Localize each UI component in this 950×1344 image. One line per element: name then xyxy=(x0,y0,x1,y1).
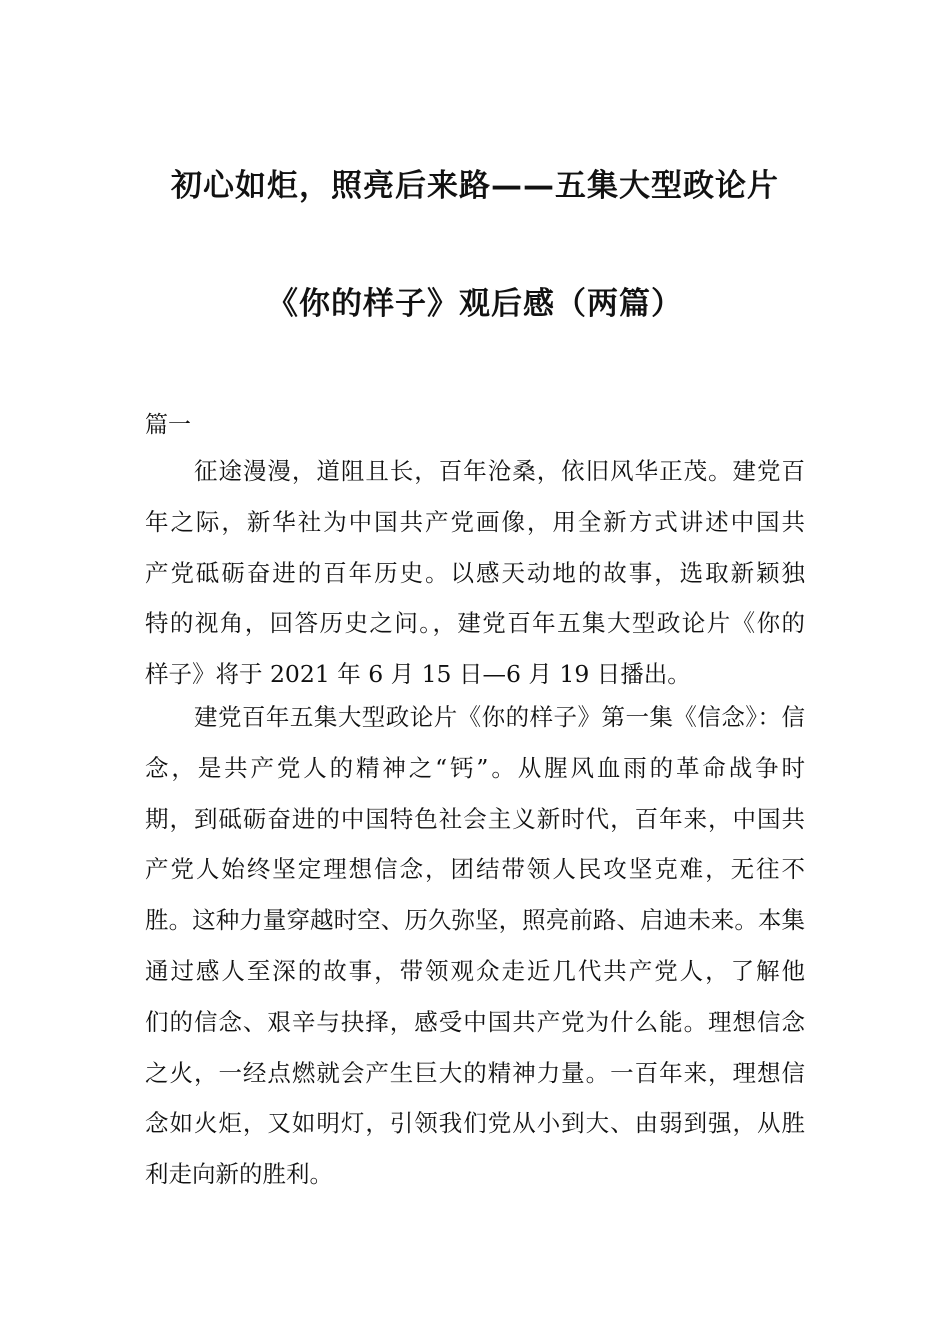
paragraph-line: 念如火炬，又如明灯，引领我们党从小到大、由弱到强，从胜 xyxy=(145,1109,805,1138)
section-label: 篇一 xyxy=(145,412,191,438)
paragraph-line: 产党砥砺奋进的百年历史。以感天动地的故事，选取新颖独 xyxy=(145,558,805,587)
paragraph-line: 利走向新的胜利。 xyxy=(145,1160,333,1189)
paragraph-line: 通过感人至深的故事，带领观众走近几代共产党人，了解他 xyxy=(145,956,805,985)
paragraph-2 xyxy=(145,692,805,1200)
paragraph-line: 念，是共产党人的精神之“钙”。从腥风血雨的革命战争时 xyxy=(145,753,805,782)
paragraph-line: 征途漫漫，道阻且长，百年沧桑，依旧风华正茂。建党百 xyxy=(194,457,805,485)
paragraph-line: 建党百年五集大型政论片《你的样子》第一集《信念》：信 xyxy=(194,703,805,731)
paragraph-line: 胜。这种力量穿越时空、历久弥坚，照亮前路、启迪未来。本集 xyxy=(145,906,805,935)
paragraph-line: 之火，一经点燃就会产生巨大的精神力量。一百年来，理想信 xyxy=(145,1058,805,1087)
paragraph-line: 年之际，新华社为中国共产党画像，用全新方式讲述中国共 xyxy=(145,507,805,536)
paragraph-line: 特的视角，回答历史之问。，建党百年五集大型政论片《你的 xyxy=(145,609,805,638)
paragraph-line: 产党人始终坚定理想信念，团结带领人民攻坚克难，无往不 xyxy=(145,855,805,884)
paragraph-line: 们的信念、艰辛与抉择，感受中国共产党为什么能。理想信念 xyxy=(145,1007,805,1036)
paragraph-line: 期，到砥砺奋进的中国特色社会主义新时代，百年来，中国共 xyxy=(145,804,805,833)
paragraph-1 xyxy=(145,446,805,700)
document-title-line-2: 《你的样子》观后感（两篇） xyxy=(267,286,683,322)
document-title-line-1: 初心如炬，照亮后来路——五集大型政论片 xyxy=(171,168,779,204)
paragraph-line: 样子》将于 2021 年 6 月 15 日—6 月 19 日播出。 xyxy=(145,660,691,689)
